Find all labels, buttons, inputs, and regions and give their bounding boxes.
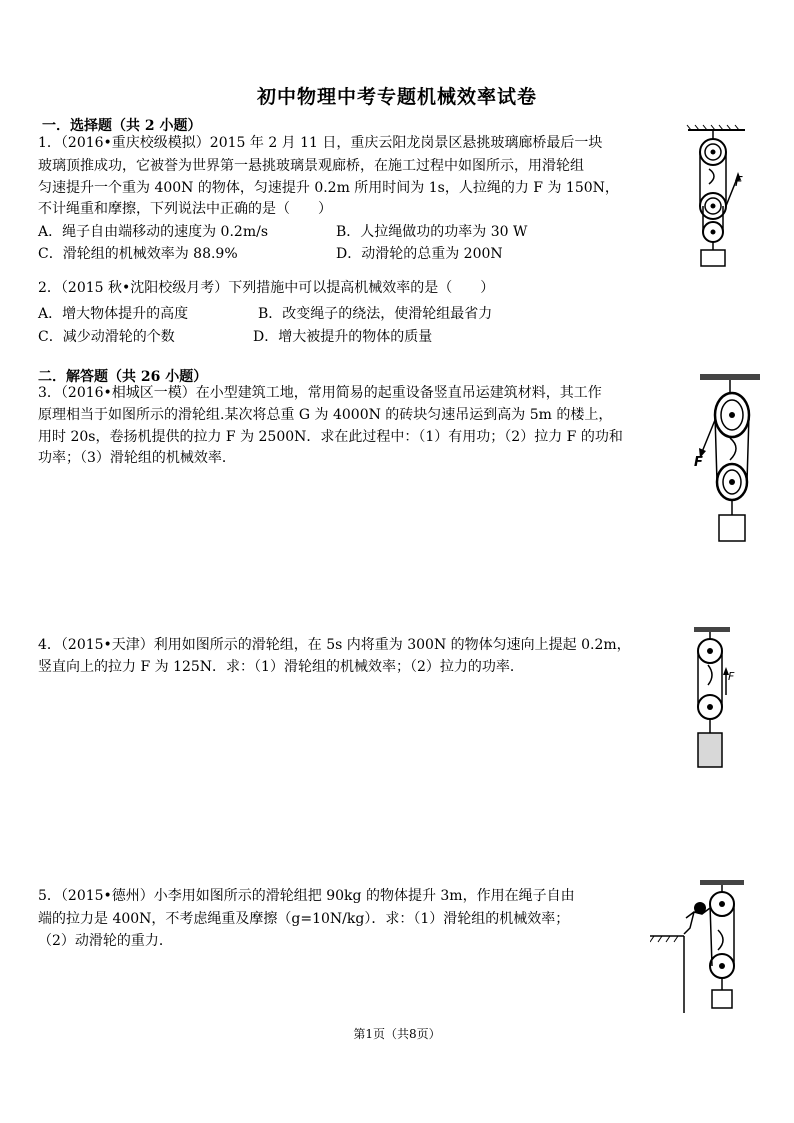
option-b: B．人拉绳做功的功率为 30 W <box>336 224 528 240</box>
question-text-line: 匀速提升一个重为 400N 的物体，匀速提升 0.2m 所用时间为 1s，人拉绳的力 F 为 150N， <box>38 180 619 196</box>
option-a: A．增大物体提升的高度 <box>38 306 189 322</box>
question-text-line: 功率；（3）滑轮组的机械效率． <box>38 450 236 466</box>
question-text-line: 1．（2016•重庆校级模拟）2015 年 2 月 11 日，重庆云阳龙岗景区悬挑玻璃廊桥最后一块 <box>38 135 603 151</box>
option-a: A．绳子自由端移动的速度为 0.2m/s <box>38 224 269 240</box>
pulley-figure-q5 <box>650 878 755 1013</box>
page-footer: 第1页（共8页） <box>353 1027 441 1041</box>
question-text-line: （2）动滑轮的重力． <box>38 933 173 949</box>
pulley-figure-q3 <box>690 370 770 548</box>
pulley-figure-q4 <box>690 625 740 773</box>
force-label: F <box>728 670 735 683</box>
pulley-figure-q1 <box>683 124 753 269</box>
force-label: F <box>735 175 743 190</box>
question-text-line: 5．（2015•德州）小李用如图所示的滑轮组把 90kg 的物体提升 3m，作用在绳子自由 <box>38 888 575 904</box>
option-c: C．减少动滑轮的个数 <box>38 329 175 345</box>
section-heading-choice: 一．选择题（共 2 小题） <box>42 118 202 134</box>
question-text-line: 4．（2015•天津）利用如图所示的滑轮组，在 5s 内将重为 300N 的物体匀速向上提起 0.2m， <box>38 637 631 653</box>
question-text-line: 不计绳重和摩擦，下列说法中正确的是（ ） <box>38 201 332 217</box>
question-text-line: 2．（2015 秋•沈阳校级月考）下列措施中可以提高机械效率的是（ ） <box>38 280 495 296</box>
section-heading-answer: 二．解答题（共 26 小题） <box>38 369 208 385</box>
option-b: B．改变绳子的绕法，使滑轮组最省力 <box>258 306 493 322</box>
question-text-line: 竖直向上的拉力 F 为 125N．求：（1）滑轮组的机械效率；（2）拉力的功率． <box>38 659 524 675</box>
question-text-line: 用时 20s，卷扬机提供的拉力 F 为 2500N．求在此过程中：（1）有用功；（2）拉力 F 的功和 <box>38 429 623 445</box>
question-text-line: 玻璃顶推成功，它被誉为世界第一悬挑玻璃景观廊桥，在施工过程中如图所示，用滑轮组 <box>38 158 584 174</box>
question-text-line: 3．（2016•相城区一模）在小型建筑工地，常用简易的起重设备竖直吊运建筑材料，其工作 <box>38 385 602 401</box>
question-text-line: 端的拉力是 400N，不考虑绳重及摩擦（g=10N/kg）．求：（1）滑轮组的机械效率； <box>38 911 570 927</box>
option-c: C．滑轮组的机械效率为 88.9% <box>38 246 238 262</box>
force-label: F <box>694 455 703 470</box>
page-title: 初中物理中考专题机械效率试卷 <box>256 86 537 108</box>
option-d: D．增大被提升的物体的质量 <box>253 329 433 345</box>
option-d: D．动滑轮的总重为 200N <box>336 246 503 262</box>
question-text-line: 原理相当于如图所示的滑轮组.某次将总重 G 为 4000N 的砖块匀速吊运到高为 5m 的楼上， <box>38 407 613 423</box>
